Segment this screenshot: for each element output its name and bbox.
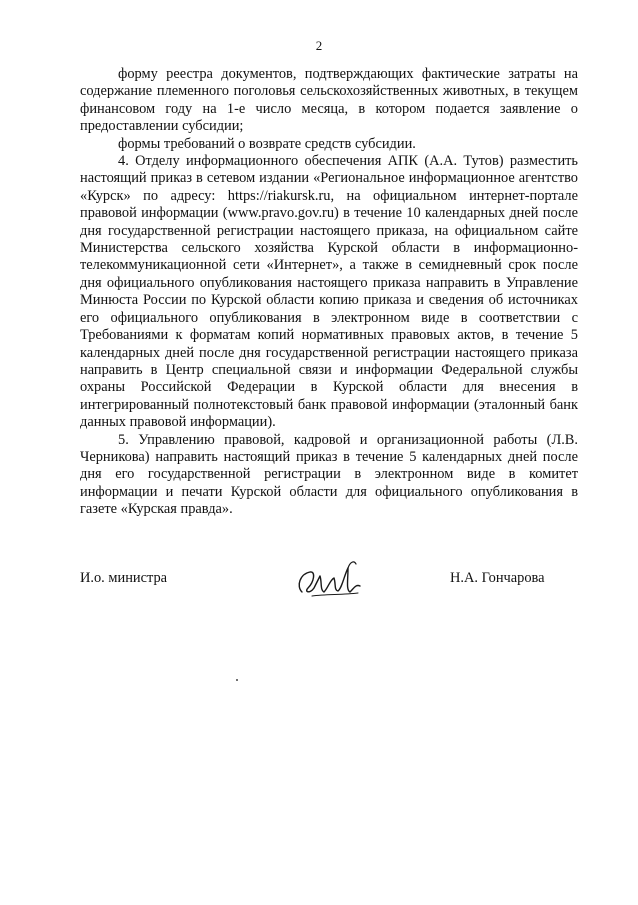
paragraph-return-form: формы требований о возврате средств субсидии. xyxy=(118,135,416,152)
handwritten-signature xyxy=(292,558,370,604)
paragraph-registry-form: форму реестра документов, подтверждающих фактические затраты на содержание племенного поголовья сельскохозяйственных животных, в текущем финансовом году на 1-е число месяца, в котором подается заявление о предоставлении субсидии; xyxy=(80,66,578,135)
page-number: 2 xyxy=(315,38,323,53)
scan-speck xyxy=(236,679,238,681)
paragraph-item-5: 5. Управлению правовой, кадровой и организационной работы (Л.В. Черникова) направить настоящий приказ в течение 5 календарных дней после дня его государственной регистрации в электронном виде в комитет информации и печати Курской области для официального опубликования в газете «Курская правда». xyxy=(80,431,578,518)
document-body xyxy=(80,66,578,519)
signatory-name: Н.А. Гончарова xyxy=(450,570,545,586)
paragraph-item-4: 4. Отделу информационного обеспечения АПК (А.А. Тутов) разместить настоящий приказ в сетевом издании «Региональное информационное агентство «Курск» по адресу: https://riakursk.ru, на официальном интернет-портале правовой информации (www.pravo.gov.ru) в течение 10 календарных дней после дня государственной регистрации настоящего приказа, на официальном сайте Министерства сельского хозяйства Курской области в информационно-телекоммуникационной сети «Интернет», а также в семидневный срок после дня официального опубликования настоящего приказа направить в Управление Минюста России по Курской области копию приказа и сведения об источниках его официального опубликования в электронном виде в соответствии с Требованиями к форматам копий нормативных правовых актов, в течение 5 календарных дней после дня государственной регистрации настоящего приказа направить в Центр специальной связи и информации Федеральной службы охраны Российской Федерации в Курской области для внесения в интегрированный полнотекстовый банк правовой информации (эталонный банк данных правовой информации). xyxy=(80,153,578,431)
signatory-title: И.о. министра xyxy=(80,570,168,586)
